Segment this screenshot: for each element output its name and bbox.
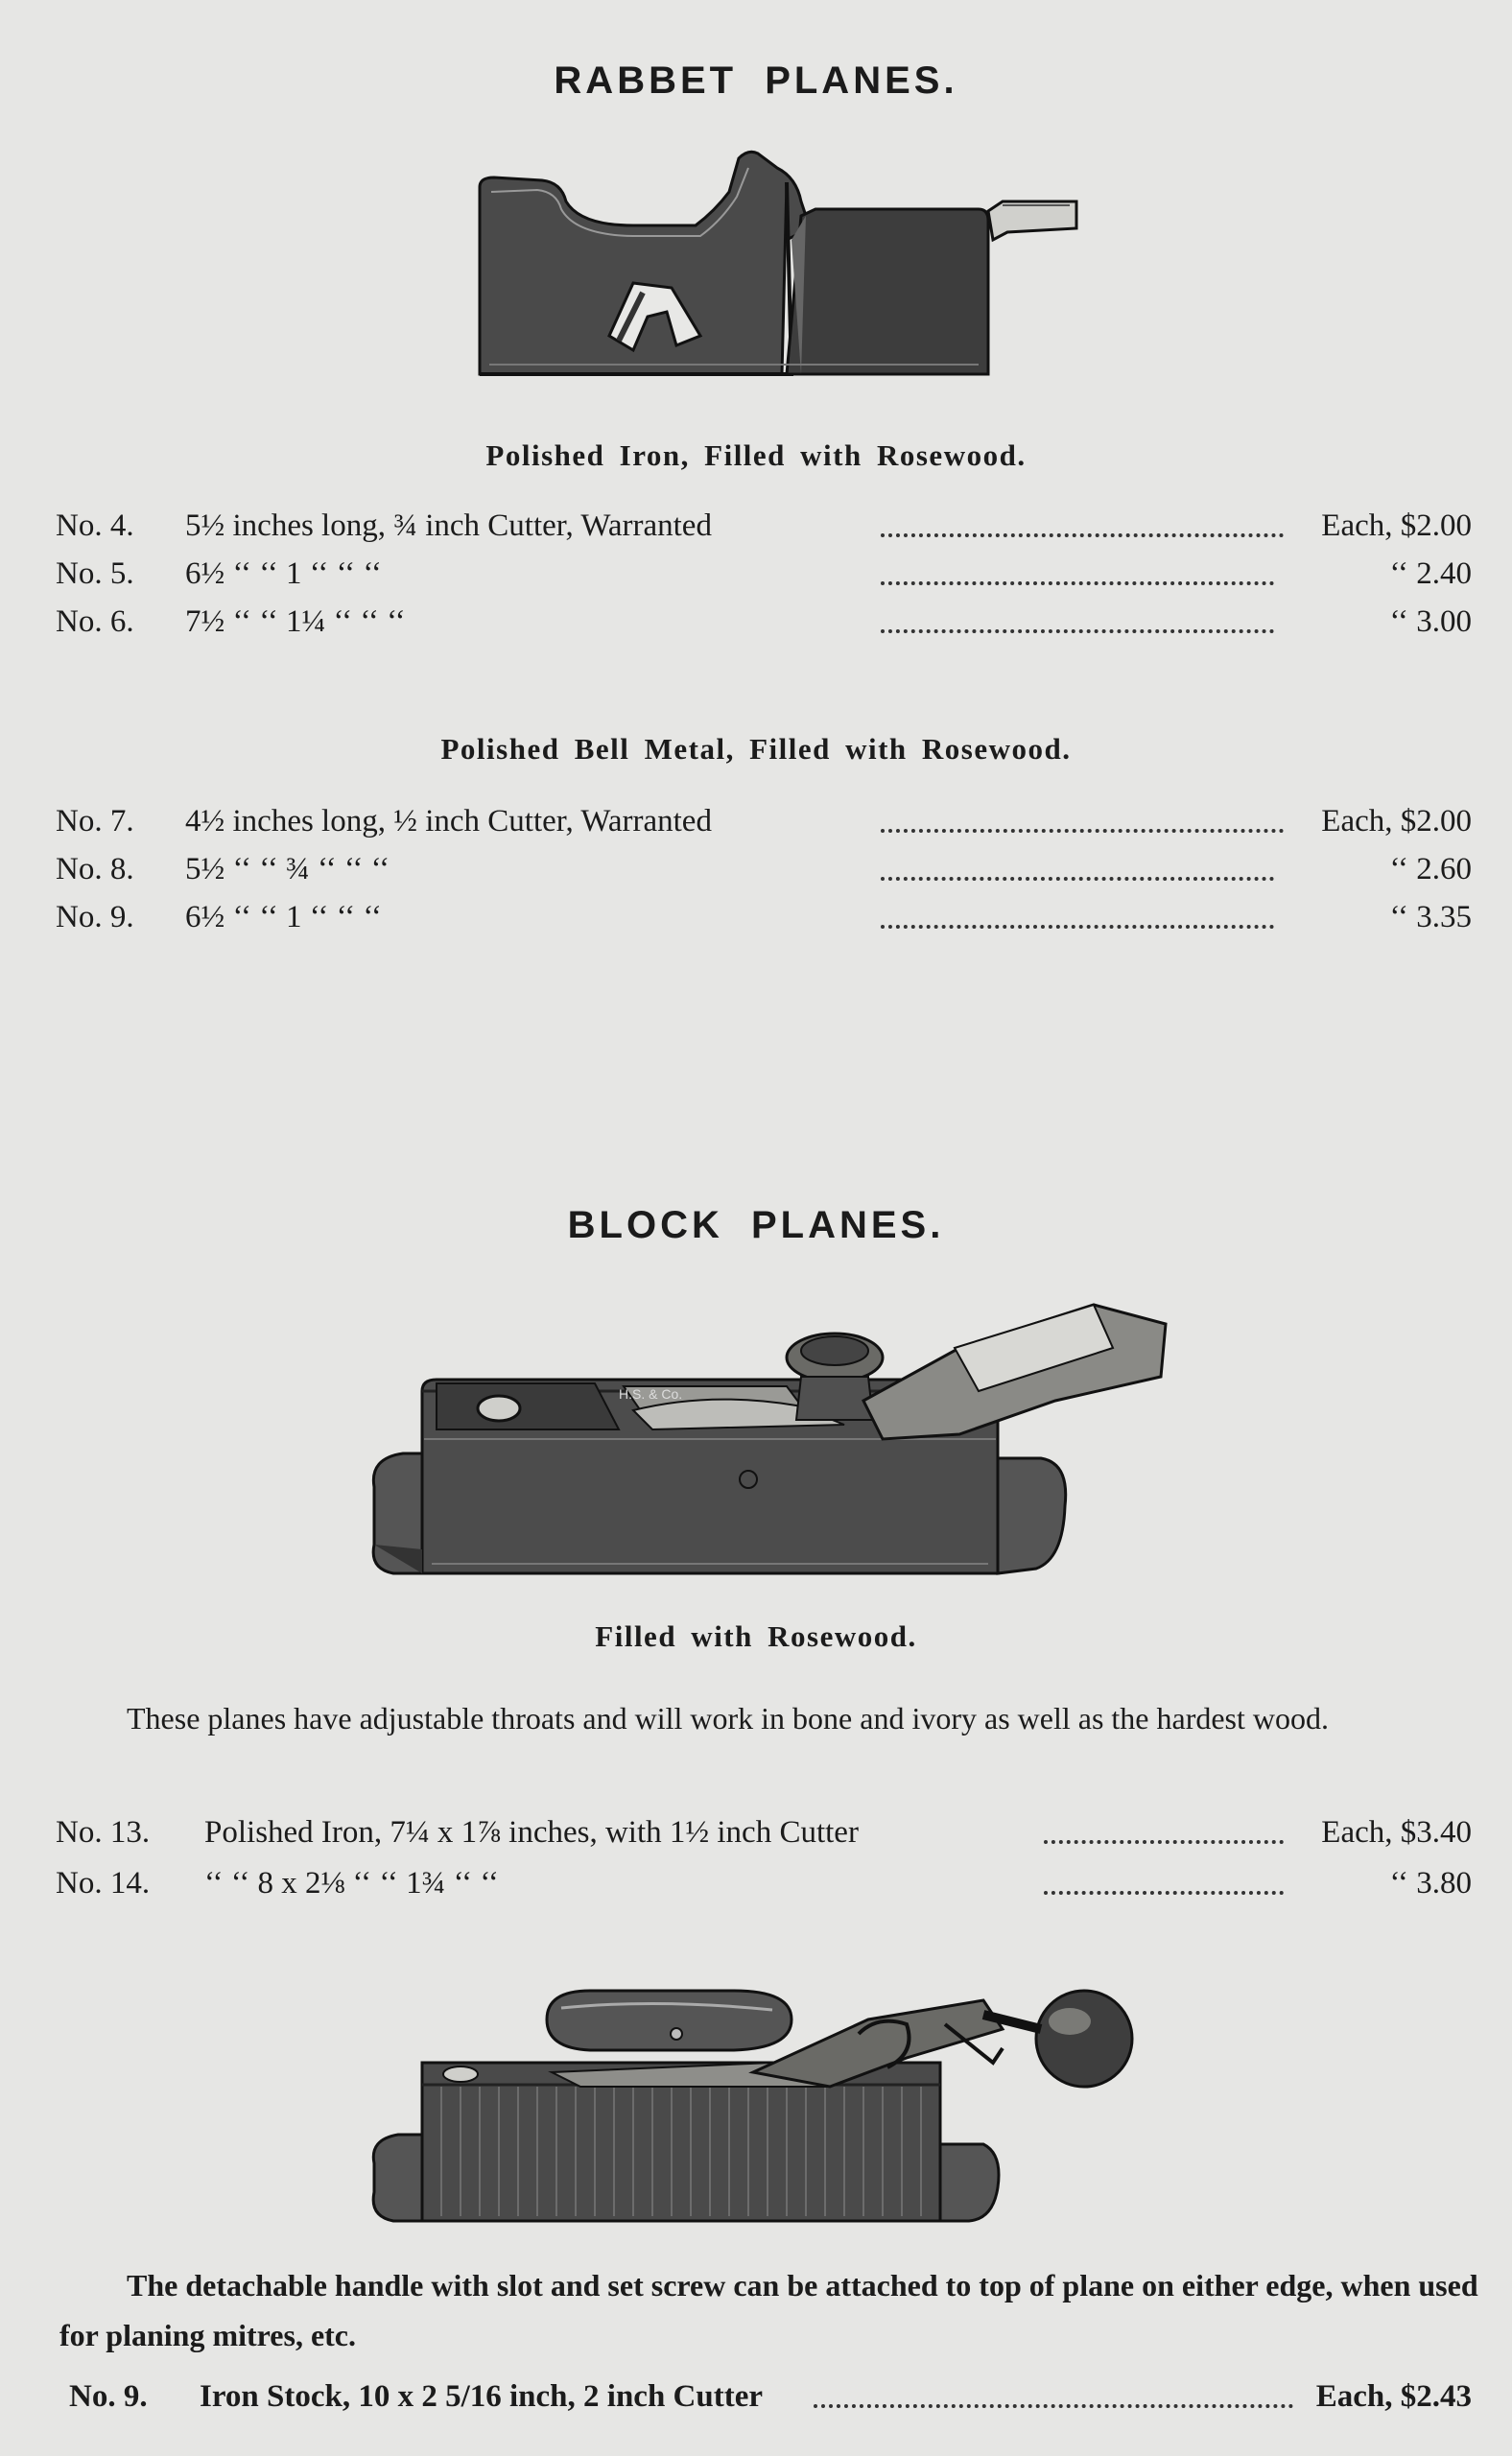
item-number: No. 4. <box>56 508 134 543</box>
item-price: ‘‘ 3.35 <box>1389 900 1472 934</box>
item-description: 6½ ‘‘ ‘‘ 1 ‘‘ ‘‘ ‘‘ <box>185 900 382 934</box>
maker-stamp: H.S. & Co. <box>619 1386 683 1402</box>
dot-leader <box>881 533 1284 537</box>
dot-leader <box>881 829 1284 833</box>
item-number: No. 13. <box>56 1815 151 1850</box>
table-row <box>56 2379 1472 2421</box>
rabbet-bell-metal-subtitle: Polished Bell Metal, Filled with Rosewood. <box>440 732 1072 766</box>
item-number: No. 6. <box>56 604 134 639</box>
item-description: 5½ inches long, ¾ inch Cutter, Warranted <box>185 508 712 543</box>
dot-leader <box>1044 1840 1284 1844</box>
table-row <box>56 604 1472 647</box>
block-description: These planes have adjustable throats and will work in bone and ivory as well as the hardest wood. <box>127 1701 1329 1736</box>
table-row <box>56 1815 1472 1857</box>
item-description: Polished Iron, 7¼ x 1⅞ inches, with 1½ inch Cutter <box>204 1815 859 1850</box>
item-number: No. 14. <box>56 1866 151 1901</box>
table-row <box>56 556 1472 599</box>
item-number: No. 8. <box>56 852 134 886</box>
item-price: Each, $2.43 <box>1315 2379 1472 2414</box>
rabbet-planes-heading: RABBET PLANES. <box>554 59 958 102</box>
dot-leader <box>881 581 1274 585</box>
handled-block-plane-illustration <box>369 1981 1175 2231</box>
item-description: ‘‘ ‘‘ 8 x 2⅛ ‘‘ ‘‘ 1¾ ‘‘ ‘‘ <box>204 1866 499 1901</box>
rabbet-iron-subtitle: Polished Iron, Filled with Rosewood. <box>485 438 1027 472</box>
block-rosewood-subtitle: Filled with Rosewood. <box>595 1619 917 1653</box>
item-number: No. 9. <box>56 900 134 934</box>
item-number: No. 7. <box>56 804 134 838</box>
item-description: 4½ inches long, ½ inch Cutter, Warranted <box>185 804 712 838</box>
dot-leader <box>881 925 1274 929</box>
item-price: Each, $3.40 <box>1321 1815 1472 1850</box>
dot-leader <box>881 629 1274 633</box>
dot-leader <box>814 2404 1293 2408</box>
block-plane-illustration <box>365 1295 1180 1583</box>
table-row <box>56 804 1472 846</box>
handle-note: The detachable handle with slot and set screw can be attached to top of plane on either edge, when used for planing mitres, etc. <box>59 2268 1478 2352</box>
item-number: No. 9. <box>69 2379 148 2414</box>
item-description: 7½ ‘‘ ‘‘ 1¼ ‘‘ ‘‘ ‘‘ <box>185 604 406 639</box>
table-row <box>56 900 1472 942</box>
table-row <box>56 852 1472 894</box>
item-price: Each, $2.00 <box>1321 804 1472 838</box>
item-number: No. 5. <box>56 556 134 591</box>
item-description: 5½ ‘‘ ‘‘ ¾ ‘‘ ‘‘ ‘‘ <box>185 852 390 886</box>
dot-leader <box>881 877 1274 881</box>
item-price: ‘‘ 2.60 <box>1389 852 1472 886</box>
table-row <box>56 508 1472 551</box>
item-price: ‘‘ 3.80 <box>1389 1866 1472 1901</box>
item-description: Iron Stock, 10 x 2 5/16 inch, 2 inch Cutter <box>200 2379 764 2414</box>
item-description: 6½ ‘‘ ‘‘ 1 ‘‘ ‘‘ ‘‘ <box>185 556 382 591</box>
block-planes-heading: BLOCK PLANES. <box>567 1204 945 1246</box>
rabbet-plane-illustration <box>470 144 1084 384</box>
dot-leader <box>1044 1891 1284 1895</box>
item-price: ‘‘ 3.00 <box>1389 604 1472 639</box>
item-price: ‘‘ 2.40 <box>1389 556 1472 591</box>
item-price: Each, $2.00 <box>1321 508 1472 543</box>
table-row <box>56 1866 1472 1908</box>
